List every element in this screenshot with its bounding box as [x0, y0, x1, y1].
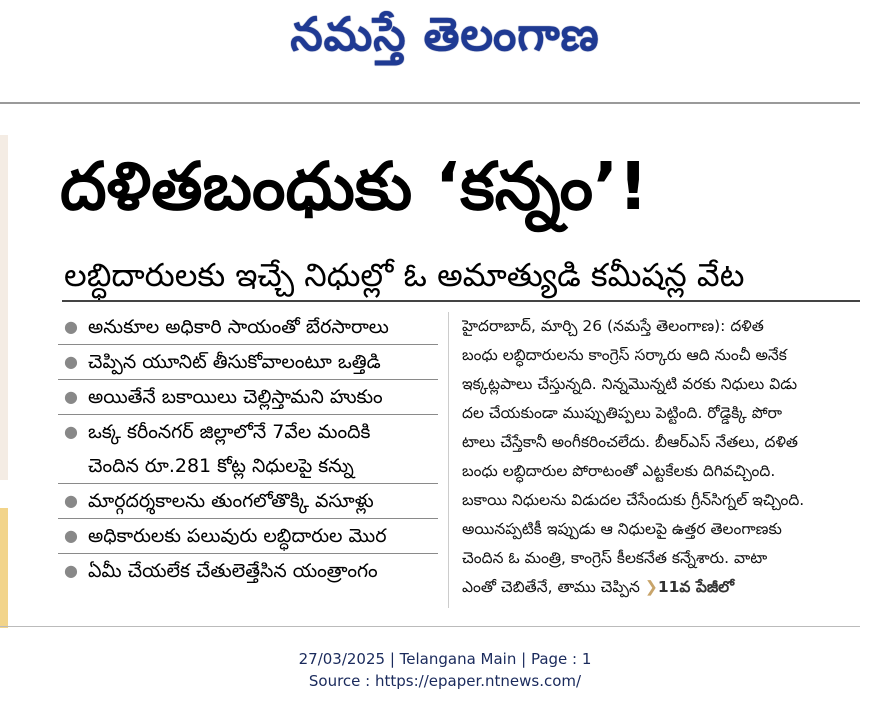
edition-info: 27/03/2025 | Telangana Main | Page : 1 — [298, 650, 592, 668]
bullet-icon: ● — [64, 422, 78, 441]
masthead — [0, 0, 890, 80]
bullet-icon: ● — [64, 387, 78, 406]
highlight-text: ఒక్క కరీంనగర్ జిల్లాలోనే 7వేల మందికి — [88, 421, 371, 443]
adjacent-ad-edge — [0, 508, 8, 628]
article-last-line — [462, 573, 860, 602]
adjacent-column-edge — [0, 135, 8, 480]
highlight-item — [58, 415, 438, 484]
highlight-text: మార్గదర్శకాలను తుంగలోతొక్కి వసూళ్లు — [88, 490, 374, 512]
bullet-icon: ● — [64, 352, 78, 371]
masthead-divider — [0, 102, 860, 104]
article-line: చెందిన ఓ మంత్రి, కాంగ్రెస్ కీలకనేత కన్నేశారు. వాటా — [462, 549, 768, 567]
article-line: బకాయి నిధులను విడుదల చేసేందుకు గ్రీన్‌సిగ్నల్ ఇచ్చింది. — [462, 491, 805, 509]
headline: దళితబంధుకు ‘కన్నం’! — [60, 148, 649, 225]
bullet-icon: ● — [64, 561, 78, 580]
source-link[interactable]: Source : https://epaper.ntnews.com/ — [308, 672, 582, 690]
bullet-icon: ● — [64, 491, 78, 510]
article-body — [462, 312, 860, 602]
column-divider — [448, 312, 449, 608]
highlight-text: అధికారులకు పలువురు లబ్ధిదారుల మొర — [88, 525, 387, 547]
article-line: అయినప్పటికీ ఇప్పుడు ఆ నిధులపై ఉత్తర తెలంగాణకు — [462, 520, 782, 538]
bullet-icon: ● — [64, 317, 78, 336]
article-line: హైదరాబాద్, మార్చి 26 (నమస్తే తెలంగాణ): దళిత — [462, 317, 764, 335]
article-line-text: ఎంతో చెబితేనే, తాము చెప్పిన — [462, 578, 640, 596]
article-line: ఇక్కట్లపాలు చేస్తున్నది. నిన్నమొన్నటి వరకు నిధులు విడు — [462, 375, 798, 393]
highlight-item — [58, 380, 438, 415]
highlight-text-continued: చెందిన రూ.281 కోట్ల నిధులపై కన్ను — [88, 455, 354, 477]
subheadline: లబ్ధిదారులకు ఇచ్చే నిధుల్లో ఓ అమాత్యుడి కమీషన్ల వేట — [64, 256, 745, 294]
highlight-item — [58, 554, 438, 588]
newspaper-logo: నమస్తే తెలంగాణ — [290, 7, 600, 61]
article-line: బంధు లబ్ధిదారులను కాంగ్రెస్ సర్కారు ఆది నుంచీ అనేక — [462, 346, 787, 364]
article-line: టాలు చేస్తేకానీ అంగీకరించలేదు. బీఆర్ఎస్ నేతలు, దళిత — [462, 433, 798, 451]
highlight-item — [58, 345, 438, 380]
subheadline-divider — [62, 300, 860, 302]
highlight-text: ఏమీ చేయలేక చేతులెత్తేసిన యంత్రాంగం — [88, 560, 378, 582]
highlight-item — [58, 310, 438, 345]
highlight-text: అనుకూల అధికారి సాయంతో బేరసారాలు — [88, 316, 389, 338]
bullet-icon: ● — [64, 526, 78, 545]
highlights-list — [58, 310, 438, 588]
jump-text: 11వ పేజీలో — [657, 578, 735, 596]
highlight-text: చెప్పిన యూనిట్ తీసుకోవాలంటూ ఒత్తిడి — [88, 351, 381, 373]
highlight-text: అయితేనే బకాయిలు చెల్లిస్తామని హుకుం — [88, 386, 383, 408]
page-footer — [0, 648, 890, 692]
continued-on-page-link[interactable] — [645, 578, 734, 596]
highlight-item — [58, 484, 438, 519]
article-line: బంధు లబ్ధిదారుల పోరాటంతో ఎట్టకేలకు దిగివచ్చింది. — [462, 462, 776, 480]
jump-arrow-icon: ❯ — [644, 578, 658, 596]
article-line: దల చేయకుండా ముప్పుతిప్పలు పెట్టింది. రోడ్డెక్కి పోరా — [462, 404, 783, 422]
highlight-item — [58, 519, 438, 554]
footer-divider — [0, 626, 860, 627]
